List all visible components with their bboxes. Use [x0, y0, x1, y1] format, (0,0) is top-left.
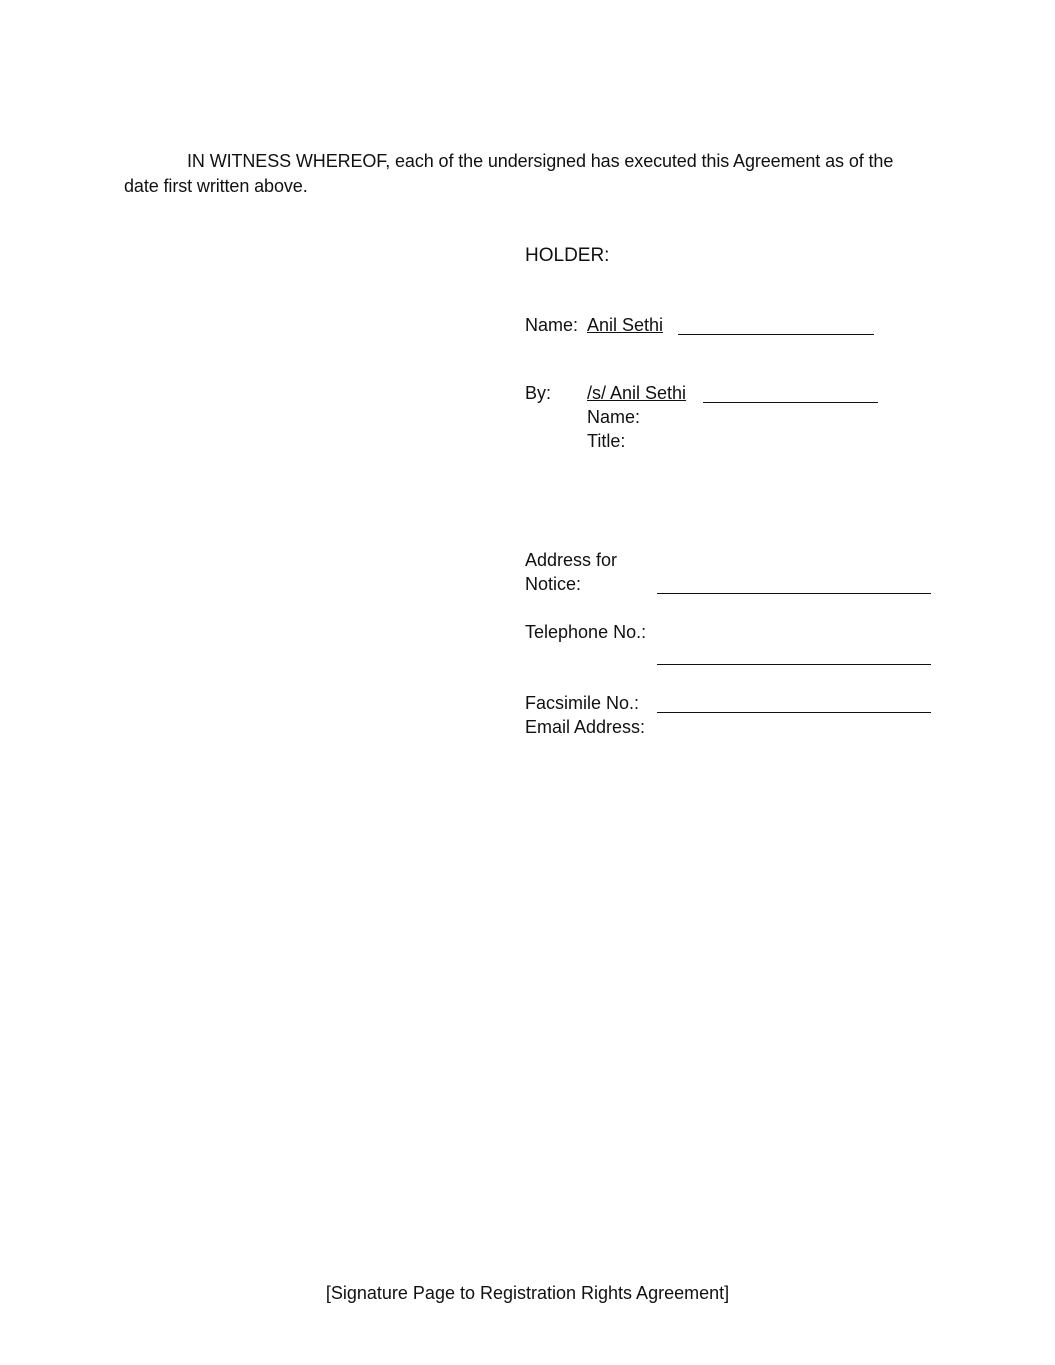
telephone-blank-line	[657, 664, 931, 665]
facsimile-blank-line	[657, 712, 931, 713]
by-label: By:	[525, 383, 552, 403]
signatory-title-label: Title:	[587, 431, 626, 451]
address-for-notice-label: Address for Notice:	[525, 550, 618, 594]
name-signature-line	[678, 334, 874, 335]
email-address-label: Email Address:	[525, 717, 646, 737]
witness-paragraph	[124, 149, 924, 199]
signature-value: /s/ Anil Sethi	[587, 383, 687, 403]
address-blank-line	[657, 593, 931, 594]
signatory-name-label: Name:	[587, 407, 641, 427]
by-signature-line	[703, 402, 878, 403]
witness-text: IN WITNESS WHEREOF, each of the undersigned has executed this Agreement as of the date first written above.	[124, 151, 894, 196]
holder-name: Anil Sethi	[587, 315, 664, 335]
name-label: Name:	[525, 315, 579, 335]
page-footer: [Signature Page to Registration Rights Agreement]	[325, 1283, 730, 1303]
party-label: HOLDER:	[525, 245, 610, 266]
facsimile-label: Facsimile No.:	[525, 693, 640, 713]
telephone-label: Telephone No.:	[525, 622, 647, 642]
